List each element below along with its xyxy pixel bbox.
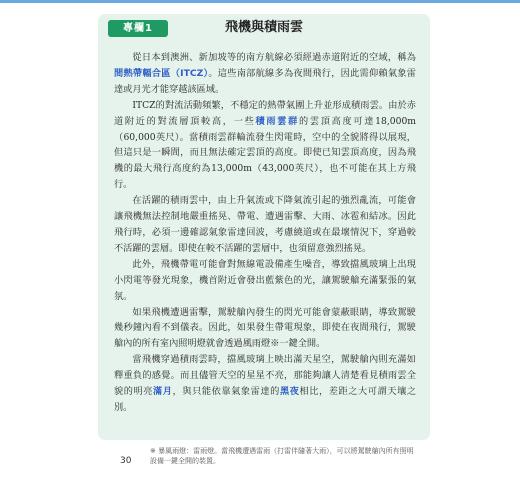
text-run: ※ [270, 338, 280, 350]
page-number: 30 [120, 456, 132, 466]
text-run: 從日本到澳洲、新加坡等的南方航線必須經過赤道附近的空域，稱為 [132, 52, 416, 63]
footnote: ※ 暴風雨燈：雷雨燈。當飛機遭遇雷雨（打雷伴隨著大雨），可以將駕駛艙內所有照明設備一鍵全開的裝置。 [150, 447, 414, 465]
text-run: 在活躍的積雨雲中，由上升氣流或下降氣流引起的強烈亂流，可能會讓飛機無法控制地嚴重搖晃、帶電、遭遇雷擊、大雨、冰雹和結冰。因此飛行時，必須一邊確認氣象雷達回波，考慮繞道或在最壞情況下，穿過較不活躍的雲層。即使在較不活躍的雲層中，也須留意強烈搖晃。 [114, 195, 416, 254]
text-run: 如果飛機遭遇雷擊，駕駛艙內發生的閃光可能會蒙蔽眼睛，導致駕駛幾秒鐘內看不到儀表。因此，如果發生帶電現象，即使在夜間飛行，駕駛艙內的所有室內照明燈就會透過風雨燈 [114, 306, 416, 350]
paragraph [114, 352, 416, 416]
text-run: 一鍵全開。 [279, 338, 326, 350]
column-tab: 專欄1 [108, 20, 168, 37]
text-run: 相比，差距之大可謂天壤之別。 [114, 386, 417, 413]
text-run: ITCZ的對流活動頻繁，不穩定的熱帶氣團上升並形成積雨雲。由於赤道附近的對流層頂較高，一些 [114, 99, 416, 127]
paragraph [114, 193, 416, 257]
highlighted-term: 間熱帶輻合區（ITCZ） [114, 67, 209, 79]
article-body [114, 50, 416, 416]
paragraph [114, 305, 416, 353]
highlighted-term: 積雨雲群 [255, 115, 299, 127]
paragraph [114, 50, 416, 98]
paragraph [114, 257, 416, 305]
paragraph [114, 98, 416, 193]
highlighted-term: 黑夜 [279, 386, 300, 398]
page-title: 飛機與積雨雲 [224, 20, 303, 35]
text-run: 此外，飛機帶電可能會對無線電設備產生噪音，導致擋風玻璃上出現小閃電等發光現象，機首附近會發出藍紫色的光，讓駕駛艙充滿緊張的氣氛。 [114, 258, 416, 302]
text-run: 的雲頂高度可達18,000m（60,000英尺）。當積雨雲群輪流發生閃電時，空中的全貌將得以展現，但這只是一瞬間，而且無法確定雲頂的高度。即使已知雲頂高度，因為飛機的最大飛行高度約為13,000m（43,000英尺），也不可能在其上方飛行。 [114, 115, 417, 191]
text-run: 。這些南部航線多為夜間飛行，因此需仰賴氣象雷達或月光才能穿越該區域。 [114, 67, 416, 95]
text-run: 當飛機穿過積雨雲時，擋風玻璃上映出滿天星空，駕駛艙內則充滿如釋重負的感覺。而且儘管天空的星星不亮，那能夠讓人清楚看見積雨雲全貌的明亮 [114, 354, 416, 398]
text-run: ，與只能依靠氣象雷達的 [172, 386, 280, 398]
highlighted-term: 滿月 [153, 386, 173, 398]
top-accent-bar [0, 0, 520, 3]
